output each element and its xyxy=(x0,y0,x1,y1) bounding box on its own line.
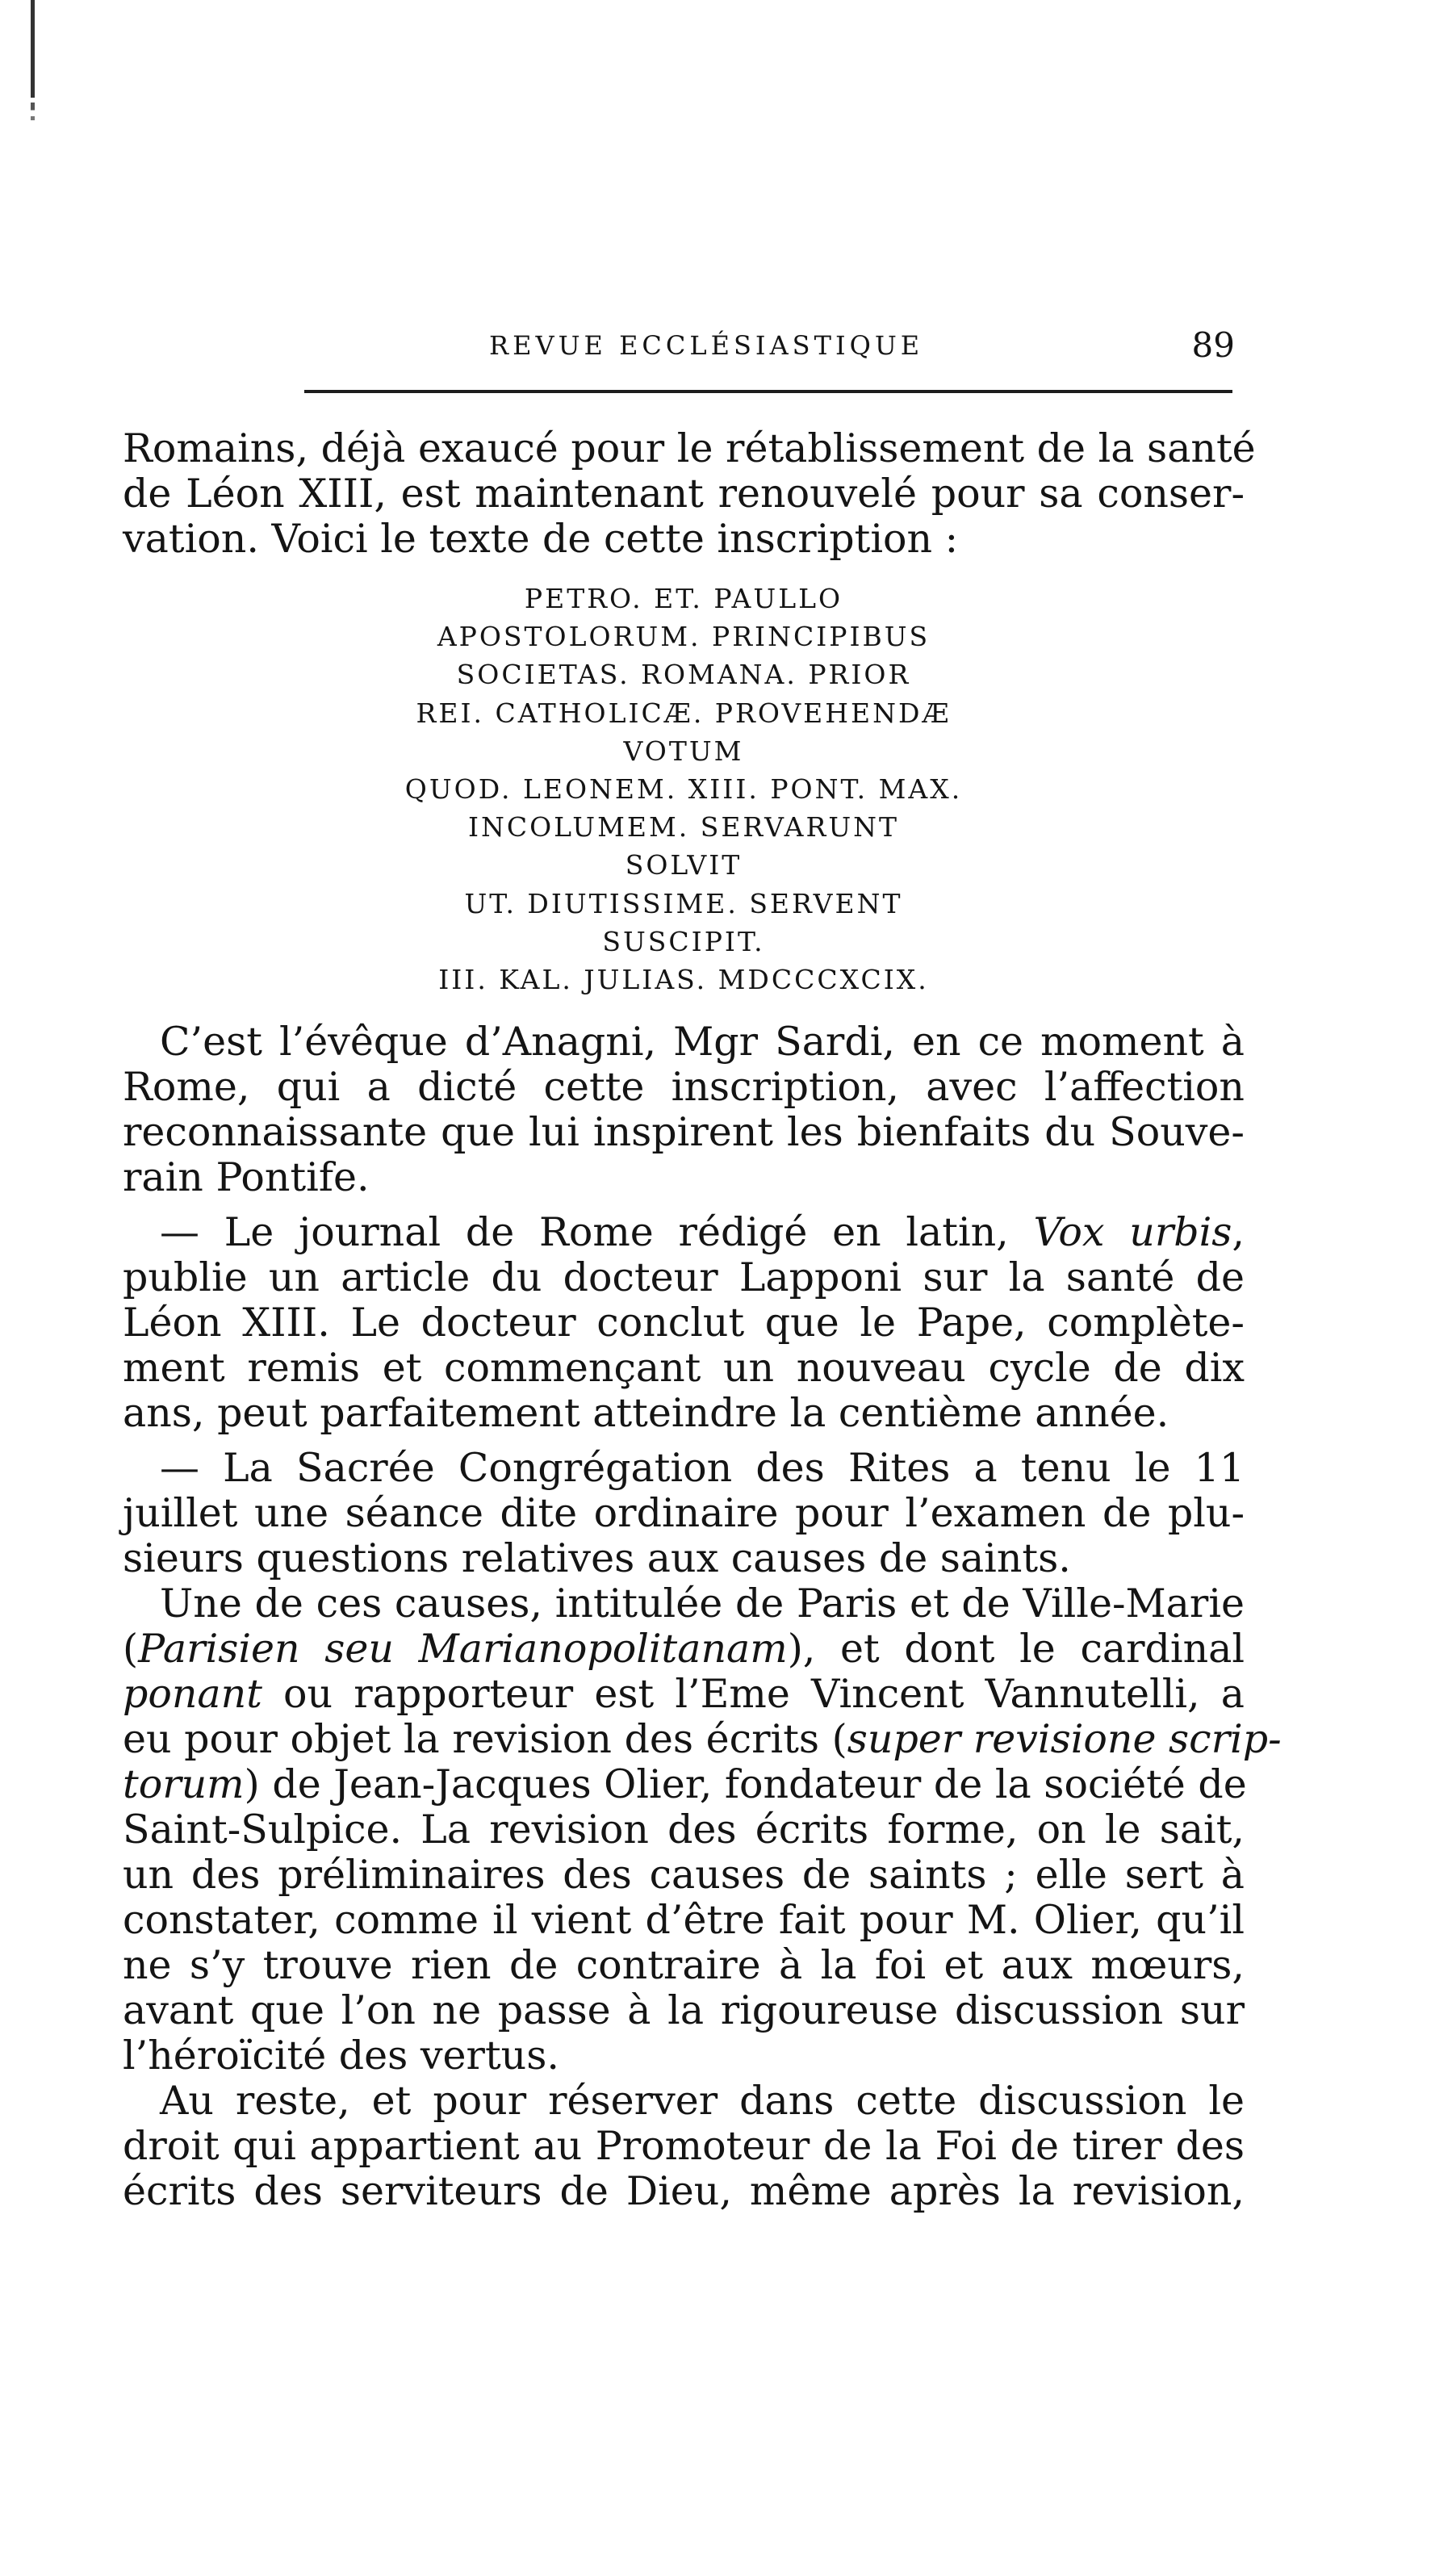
latin-phrase: torum xyxy=(123,1761,245,1808)
text-line xyxy=(123,1672,1245,1717)
text-line: écrits des serviteurs de Dieu, même après la revision, xyxy=(123,2168,1245,2215)
text-line: un des préliminaires des causes de saints ; elle sert à xyxy=(123,1852,1245,1899)
latin-term: ponant xyxy=(123,1671,262,1718)
text-line: Rome, qui a dicté cette inscription, avec l’affection xyxy=(123,1064,1245,1111)
text-line: Saint-Sulpice. La revision des écrits forme, on le sait, xyxy=(123,1807,1245,1853)
intro-paragraph xyxy=(123,425,1256,562)
inscription-line: INCOLUMEM. SERVARUNT xyxy=(467,811,900,844)
text-line: rain Pontife. xyxy=(123,1154,370,1201)
text-line: l’héroïcité des vertus. xyxy=(123,2033,559,2079)
text-line: reconnaissante que lui inspirent les bienfaits du Souve- xyxy=(123,1109,1245,1156)
text-line: C’est l’évêque d’Anagni, Mgr Sardi, en ce moment à xyxy=(160,1019,1245,1066)
inscription-line: PETRO. ET. PAULLO xyxy=(524,583,843,614)
text-line: juillet une séance dite ordinaire pour l’examen de plu- xyxy=(123,1490,1245,1537)
text-line: Au reste, et pour réserver dans cette discussion le xyxy=(160,2078,1245,2125)
running-header xyxy=(307,321,1243,370)
latin-phrase: super revisione scrip- xyxy=(847,1716,1282,1763)
vox-urbis-paragraph xyxy=(123,1210,1245,1436)
text-run: ) de Jean-Jacques Olier, fondateur de la société de xyxy=(244,1761,1247,1808)
page-text xyxy=(123,425,1282,2215)
text-line: de Léon XIII, est maintenant renouvelé pour sa conser- xyxy=(123,471,1245,517)
running-title: REVUE ECCLÉSIASTIQUE xyxy=(489,330,924,361)
journal-title: Vox urbis xyxy=(1033,1209,1232,1256)
text-line: droit qui appartient au Promoteur de la Foi de tirer des xyxy=(123,2123,1245,2170)
header-rule xyxy=(304,390,1232,393)
inscription-line: SOLVIT xyxy=(625,849,743,881)
text-line xyxy=(123,1627,1245,1672)
text-run: ou rapporteur est l’Eme Vincent Vannutelli, a xyxy=(261,1671,1245,1718)
text-line xyxy=(123,1762,1245,1807)
text-line: avant que l’on ne passe à la rigoureuse discussion sur xyxy=(123,1987,1245,2034)
anagni-paragraph xyxy=(123,1020,1245,1200)
inscription-line: APOSTOLORUM. PRINCIPIBUS xyxy=(437,621,931,653)
text-run: — Le journal de Rome rédigé en latin, xyxy=(160,1209,1009,1256)
page-number: 89 xyxy=(1191,325,1235,365)
text-line: constater, comme il vient d’être fait pour M. Olier, qu’il xyxy=(123,1897,1245,1944)
inscription-line: SOCIETAS. ROMANA. PRIOR xyxy=(456,659,911,691)
text-line: Léon XIII. Le docteur conclut que le Pape, complète- xyxy=(123,1300,1245,1346)
promoteur-paragraph xyxy=(123,2079,1245,2214)
inscription-line: SUSCIPIT. xyxy=(602,925,765,957)
text-line xyxy=(123,1716,1282,1763)
text-line: publie un article du docteur Lapponi sur la santé de xyxy=(123,1254,1245,1301)
inscription-line: III. KAL. JULIAS. MDCCCXCIX. xyxy=(438,964,929,996)
text-line: ne s’y trouve rien de contraire à la foi et aux mœurs, xyxy=(123,1942,1245,1989)
text-line: — La Sacrée Congrégation des Rites a tenu le 11 xyxy=(160,1445,1245,1492)
text-run: , xyxy=(1232,1209,1245,1256)
text-run: ), et dont le cardinal xyxy=(787,1626,1245,1673)
text-line: ans, peut parfaitement atteindre la centième année. xyxy=(123,1390,1169,1437)
inscription-line: QUOD. LEONEM. XIII. PONT. MAX. xyxy=(404,773,963,806)
latin-cause-title: Parisien seu Marianopolitanam xyxy=(138,1626,788,1673)
inscription-line: REI. CATHOLICÆ. PROVEHENDÆ xyxy=(416,697,952,729)
text-line: Une de ces causes, intitulée de Paris et de Ville-Marie xyxy=(160,1581,1245,1627)
text-run: eu pour objet la revision des écrits ( xyxy=(123,1716,847,1763)
text-line xyxy=(123,1210,1245,1255)
rites-paragraph xyxy=(123,1446,1245,1581)
inscription-line: VOTUM xyxy=(623,735,744,767)
olier-paragraph xyxy=(123,1581,1282,2079)
text-line: vation. Voici le texte de cette inscription : xyxy=(123,516,959,562)
binding-margin-mark xyxy=(31,0,35,125)
text-line: ment remis et commençant un nouveau cycle de dix xyxy=(123,1345,1245,1392)
text-run: ( xyxy=(123,1626,139,1673)
text-line: Romains, déjà exaucé pour le rétablissement de la santé xyxy=(123,425,1256,471)
text-line: sieurs questions relatives aux causes de saints. xyxy=(123,1535,1071,1582)
latin-inscription xyxy=(123,580,1245,999)
inscription-line: UT. DIUTISSIME. SERVENT xyxy=(464,887,903,919)
